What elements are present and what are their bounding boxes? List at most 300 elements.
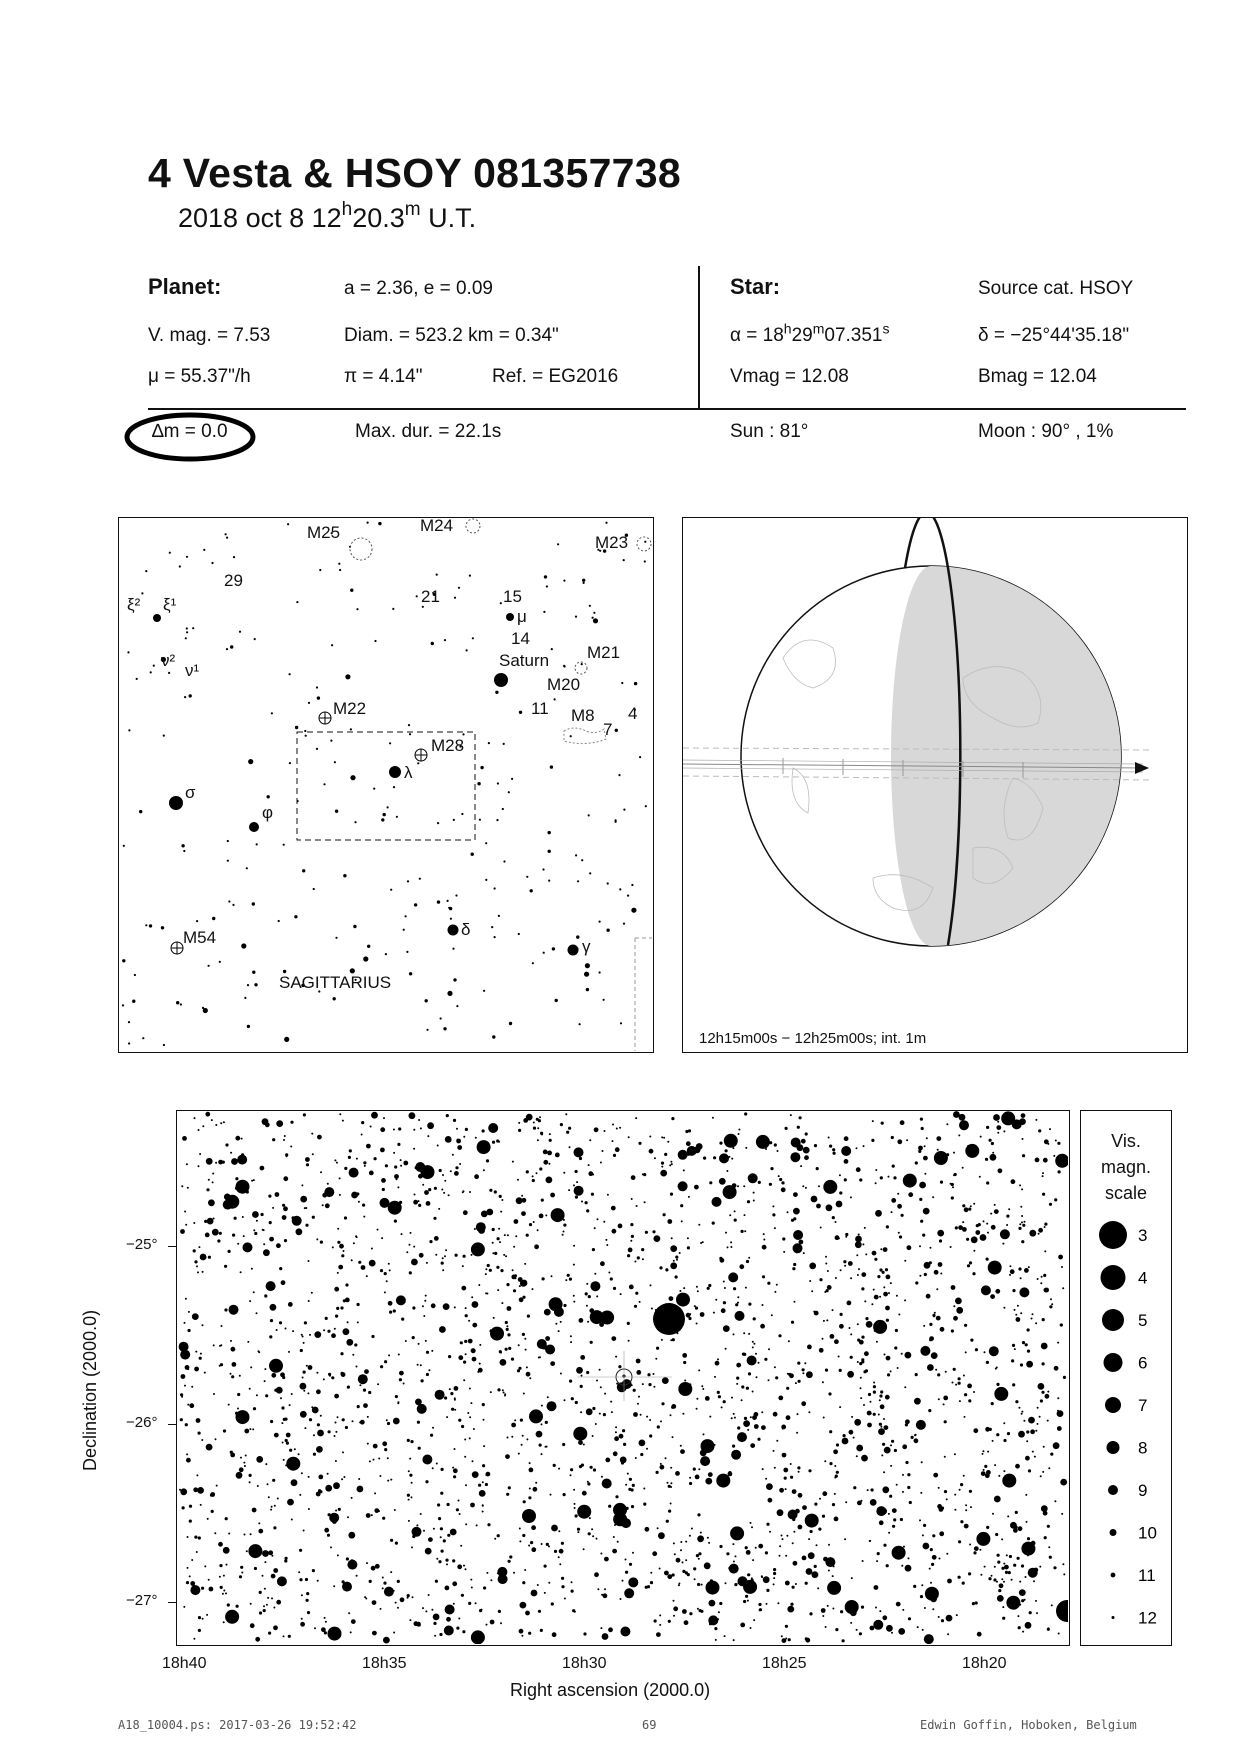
field-star [1054, 1198, 1057, 1201]
field-star [363, 1216, 365, 1218]
field-star [894, 1346, 897, 1349]
field-star [590, 1281, 600, 1291]
field-star [615, 1495, 618, 1498]
field-star [240, 1457, 242, 1459]
field-star [300, 1622, 305, 1627]
field-star [610, 1401, 612, 1403]
field-star [249, 1388, 251, 1390]
field-star [687, 1237, 689, 1239]
field-star [499, 1195, 502, 1198]
field-star [878, 1414, 880, 1416]
field-star [1028, 1417, 1035, 1424]
field-star [362, 1204, 365, 1207]
field-star [734, 1583, 737, 1586]
field-star [1019, 1581, 1021, 1583]
finder-star [592, 617, 594, 619]
field-star [397, 1607, 399, 1609]
field-star [1058, 1633, 1060, 1635]
field-star [317, 1430, 324, 1437]
field-star [921, 1584, 923, 1586]
field-star [451, 1408, 454, 1411]
field-star [649, 1136, 651, 1138]
field-star [445, 1136, 452, 1143]
field-star [388, 1354, 390, 1356]
field-star [341, 1372, 344, 1375]
field-star [920, 1220, 923, 1223]
field-star [189, 1520, 192, 1523]
field-star [621, 1461, 624, 1464]
field-star [413, 1200, 418, 1205]
field-star [381, 1237, 383, 1239]
finder-star [184, 696, 186, 698]
field-star [683, 1361, 686, 1364]
field-star [593, 1468, 596, 1471]
field-star [343, 1250, 345, 1252]
finder-star [226, 648, 228, 650]
field-star [428, 1188, 431, 1191]
field-star [873, 1382, 875, 1384]
field-star [183, 1606, 185, 1608]
field-star [670, 1193, 673, 1196]
field-star [225, 1143, 228, 1146]
field-star [825, 1263, 827, 1265]
field-star [560, 1373, 562, 1375]
field-star [250, 1366, 252, 1368]
field-star [664, 1153, 667, 1156]
field-star [756, 1376, 758, 1378]
finder-star [645, 805, 647, 807]
field-star [637, 1403, 639, 1405]
field-star [660, 1465, 665, 1470]
field-star [901, 1565, 903, 1567]
field-star [302, 1336, 304, 1338]
field-star [429, 1172, 431, 1174]
field-star [1040, 1475, 1042, 1477]
field-star [998, 1168, 1003, 1173]
field-star [406, 1251, 408, 1253]
field-star [412, 1336, 415, 1339]
finder-star [367, 522, 369, 524]
field-star [903, 1546, 905, 1548]
field-star [987, 1232, 989, 1234]
field-star [1019, 1287, 1029, 1297]
planet-diameter: Diam. = 523.2 km = 0.34" [344, 325, 559, 346]
finder-star [313, 888, 315, 890]
finder-star [378, 522, 381, 525]
field-star [879, 1610, 881, 1612]
field-star [286, 1442, 289, 1445]
field-star [356, 1158, 358, 1160]
field-star [1022, 1154, 1025, 1157]
field-star [1003, 1307, 1005, 1309]
field-star [1041, 1343, 1048, 1350]
field-star [661, 1339, 663, 1341]
field-star [654, 1619, 657, 1622]
field-star [486, 1159, 489, 1162]
field-star [926, 1137, 928, 1139]
finder-star [471, 853, 474, 856]
field-star [340, 1306, 343, 1309]
field-star [820, 1227, 822, 1229]
finder-star [579, 1023, 581, 1025]
finder-star [550, 765, 553, 768]
field-star [274, 1433, 279, 1438]
field-star [367, 1443, 369, 1445]
field-star [870, 1626, 875, 1631]
field-star [746, 1260, 749, 1263]
field-star [441, 1189, 443, 1191]
field-star [346, 1339, 353, 1346]
field-star [934, 1270, 939, 1275]
field-star [413, 1129, 415, 1131]
field-star [454, 1397, 456, 1399]
field-star [958, 1540, 961, 1543]
field-star [991, 1575, 993, 1577]
finder-star [477, 782, 480, 785]
field-star [249, 1474, 252, 1477]
field-star [444, 1255, 446, 1257]
field-star [650, 1284, 652, 1286]
field-star [856, 1147, 858, 1149]
finder-star [618, 774, 620, 776]
field-star [529, 1462, 531, 1464]
field-star [341, 1254, 344, 1257]
finder-star [485, 879, 487, 881]
field-star [237, 1243, 239, 1245]
finder-star [551, 648, 553, 650]
field-star [253, 1407, 256, 1410]
field-star [539, 1444, 542, 1447]
field-star [264, 1380, 266, 1382]
field-star [891, 1632, 893, 1634]
field-star [373, 1444, 378, 1449]
field-star [904, 1386, 906, 1388]
field-star [526, 1114, 533, 1121]
field-star [873, 1320, 887, 1334]
field-star [489, 1189, 492, 1192]
field-star [581, 1201, 583, 1203]
finder-star [134, 974, 136, 976]
field-star [848, 1261, 853, 1266]
field-star [792, 1518, 795, 1521]
field-star [719, 1153, 729, 1163]
field-star [1012, 1383, 1015, 1386]
field-star [300, 1196, 307, 1203]
field-star [613, 1154, 616, 1157]
field-star [553, 1464, 556, 1467]
field-star [418, 1447, 421, 1450]
field-star [342, 1582, 352, 1592]
field-star [646, 1416, 648, 1418]
field-star [861, 1606, 864, 1609]
field-star [363, 1161, 366, 1164]
field-star [629, 1285, 634, 1290]
star-bmag: Bmag = 12.04 [978, 366, 1097, 387]
field-star [758, 1603, 761, 1606]
legend-magnitude-label: 4 [1138, 1268, 1148, 1288]
field-star [465, 1314, 468, 1317]
field-star [1035, 1322, 1037, 1324]
field-star [543, 1150, 548, 1155]
field-star [604, 1557, 609, 1562]
field-star [669, 1296, 674, 1301]
field-star [494, 1538, 496, 1540]
field-star [756, 1135, 770, 1149]
finder-star [623, 923, 625, 925]
field-star [398, 1354, 400, 1356]
field-star [268, 1496, 270, 1498]
field-star [317, 1135, 322, 1140]
star-heading: Star: [730, 274, 781, 299]
field-star [457, 1145, 462, 1150]
field-star [1044, 1288, 1049, 1293]
ytick [168, 1424, 176, 1425]
finder-star [619, 888, 621, 890]
field-star [1019, 1589, 1026, 1596]
field-star [399, 1201, 401, 1203]
field-star [748, 1303, 751, 1306]
field-star [1017, 1305, 1019, 1307]
field-star [409, 1271, 412, 1274]
m25-symbol [350, 538, 372, 560]
field-star [327, 1473, 329, 1475]
field-star [254, 1567, 257, 1570]
field-star [633, 1412, 638, 1417]
field-star [664, 1571, 669, 1576]
field-star [389, 1269, 391, 1271]
finder-star [389, 742, 391, 744]
field-star [202, 1324, 204, 1326]
field-star [680, 1449, 685, 1454]
field-star [682, 1413, 684, 1415]
field-star [228, 1250, 231, 1253]
field-star [207, 1218, 214, 1225]
field-star [361, 1121, 364, 1124]
field-star [1017, 1557, 1020, 1560]
field-star [539, 1356, 541, 1358]
field-star [590, 1466, 593, 1469]
field-star [696, 1143, 703, 1150]
field-star [260, 1166, 265, 1171]
field-star [539, 1214, 544, 1219]
field-star [1008, 1571, 1011, 1574]
field-star [857, 1323, 859, 1325]
field-star [904, 1299, 906, 1301]
field-star [306, 1592, 309, 1595]
field-star [867, 1411, 872, 1416]
field-star [350, 1559, 353, 1562]
field-star [921, 1127, 924, 1130]
finder-star [485, 842, 487, 844]
field-star [956, 1614, 958, 1616]
field-star [283, 1418, 286, 1421]
field-star [420, 1127, 422, 1129]
field-star [470, 1503, 475, 1508]
field-star [1057, 1142, 1060, 1145]
field-star [549, 1133, 551, 1135]
field-star [784, 1477, 787, 1480]
field-star [1013, 1564, 1016, 1567]
field-star [952, 1186, 954, 1188]
field-star [482, 1147, 484, 1149]
field-star [462, 1630, 465, 1633]
field-star [779, 1545, 781, 1547]
field-star [438, 1560, 441, 1563]
field-star [492, 1141, 495, 1144]
field-star [731, 1450, 741, 1460]
field-star [992, 1152, 994, 1154]
field-star [860, 1397, 862, 1399]
field-star [732, 1445, 735, 1448]
field-star [747, 1573, 750, 1576]
field-star [251, 1180, 253, 1182]
field-star [744, 1214, 746, 1216]
field-star [589, 1517, 591, 1519]
field-star [294, 1448, 296, 1450]
field-star [242, 1216, 244, 1218]
field-star [220, 1586, 223, 1589]
finder-star [416, 595, 418, 597]
field-star [920, 1492, 922, 1494]
field-star [751, 1577, 753, 1579]
field-star [741, 1385, 744, 1388]
field-star [541, 1199, 544, 1202]
field-star [397, 1402, 399, 1404]
field-star [741, 1230, 744, 1233]
field-star [896, 1602, 901, 1607]
field-star [804, 1362, 806, 1364]
field-star [997, 1132, 999, 1134]
field-star [199, 1357, 202, 1360]
field-star [244, 1465, 246, 1467]
finder-star [225, 533, 227, 535]
field-star [441, 1262, 444, 1265]
field-star [871, 1139, 874, 1142]
field-star [879, 1268, 882, 1271]
field-star [607, 1194, 609, 1196]
legend-magnitude-label: 7 [1138, 1396, 1148, 1415]
field-star [418, 1343, 420, 1345]
field-star [511, 1423, 516, 1428]
field-star [342, 1120, 344, 1122]
field-star [733, 1333, 735, 1335]
field-star [963, 1375, 965, 1377]
field-star [359, 1384, 361, 1386]
field-star [563, 1224, 566, 1227]
field-star [332, 1246, 334, 1248]
field-star [555, 1153, 560, 1158]
field-star [266, 1281, 276, 1291]
field-star [1026, 1430, 1029, 1433]
field-star [809, 1612, 812, 1615]
field-star [870, 1499, 877, 1506]
field-star [231, 1375, 234, 1378]
field-star [204, 1372, 206, 1374]
legend-dots [1081, 1221, 1171, 1641]
field-star [277, 1576, 287, 1586]
field-star [661, 1402, 664, 1405]
field-star [695, 1475, 700, 1480]
field-star [732, 1543, 734, 1545]
field-star [625, 1559, 627, 1561]
field-star [977, 1632, 982, 1637]
field-star [1021, 1564, 1024, 1567]
field-star [579, 1157, 582, 1160]
x-axis-label: Right ascension (2000.0) [510, 1680, 711, 1700]
finder-label-4: 4 [628, 704, 638, 723]
field-star [468, 1339, 473, 1344]
field-star [806, 1568, 813, 1575]
field-star [936, 1136, 941, 1141]
field-star [217, 1239, 220, 1242]
field-star [545, 1214, 547, 1216]
field-star [594, 1127, 599, 1132]
field-star [737, 1296, 739, 1298]
star-vmag: Vmag = 12.08 [730, 366, 849, 387]
field-star [1043, 1511, 1048, 1516]
field-star [750, 1627, 752, 1629]
field-star [591, 1528, 593, 1530]
field-star [806, 1371, 813, 1378]
finder-label-phi: φ [262, 803, 274, 822]
finder-star [466, 649, 468, 651]
field-star [689, 1477, 691, 1479]
field-star [382, 1441, 387, 1446]
field-star [835, 1277, 837, 1279]
field-star [936, 1316, 941, 1321]
legend-title-2: magn. [1100, 1157, 1152, 1177]
field-star [198, 1616, 201, 1619]
field-star [443, 1192, 445, 1194]
field-star [500, 1622, 502, 1624]
field-star [601, 1476, 603, 1478]
field-star [590, 1341, 593, 1344]
field-star [902, 1444, 907, 1449]
finder-star [593, 618, 598, 623]
field-star [929, 1568, 931, 1570]
field-star [529, 1488, 531, 1490]
field-star [482, 1464, 485, 1467]
field-star [324, 1528, 329, 1533]
field-star [506, 1325, 508, 1327]
field-star [264, 1368, 266, 1370]
field-star [680, 1541, 682, 1543]
field-star [513, 1246, 515, 1248]
field-star [575, 1170, 578, 1173]
field-star [879, 1423, 882, 1426]
field-star [536, 1172, 538, 1174]
field-star [283, 1635, 285, 1637]
field-star [739, 1264, 744, 1269]
field-star [600, 1386, 602, 1388]
finder-star [267, 795, 270, 798]
field-star [883, 1418, 885, 1420]
footer-file: A18_10004.ps: 2017-03-26 19:52:42 [118, 1718, 357, 1732]
field-star [396, 1295, 406, 1305]
field-star [603, 1221, 605, 1223]
moon-info: Moon : 90° , 1% [978, 421, 1114, 442]
field-star [518, 1344, 520, 1346]
field-star [1015, 1400, 1018, 1403]
field-star [265, 1463, 267, 1465]
field-star [861, 1272, 866, 1277]
finder-star [139, 810, 142, 813]
field-star [717, 1201, 720, 1204]
field-star [947, 1633, 949, 1635]
field-star [479, 1490, 486, 1497]
field-star [793, 1230, 803, 1240]
field-star [529, 1377, 531, 1379]
